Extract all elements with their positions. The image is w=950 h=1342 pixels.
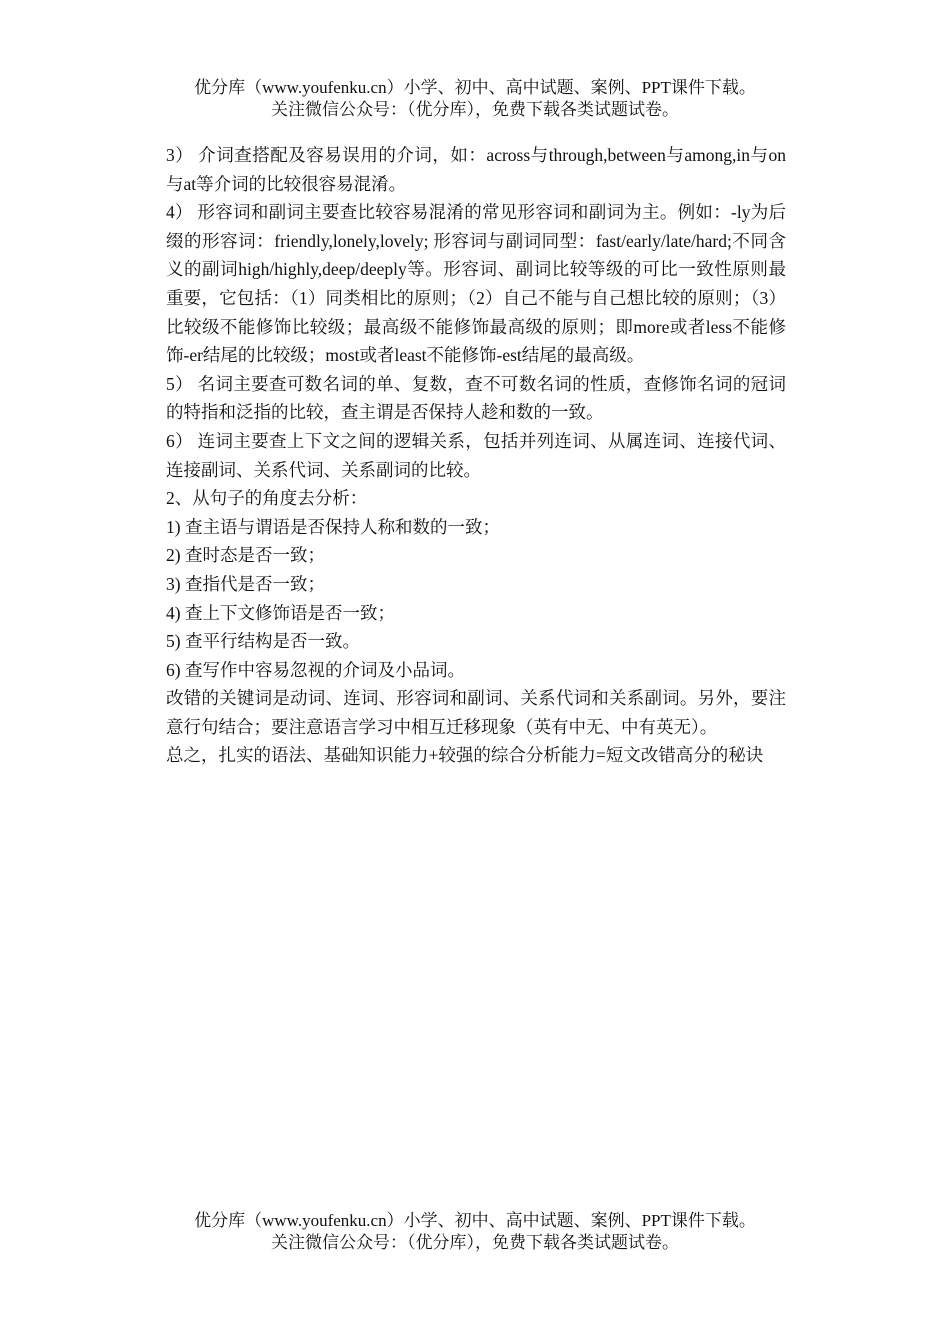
paragraph-keywords: 改错的关键词是动词、连词、形容词和副词、关系代词和关系副词。另外，要注意行句结合；要注意语言学习中相互迁移现象（英有中无、中有英无）。 [166, 688, 786, 737]
list-item: 5) 查平行结构是否一致。 [166, 631, 360, 652]
paragraph-nouns: 5） 名词主要查可数名词的单、复数，查不可数名词的性质，查修饰名词的冠词的特指和泛指的比较，查主谓是否保持人趁和数的一致。 [166, 373, 786, 423]
section-heading-sentence: 2、从句子的角度去分析： [166, 488, 368, 509]
paragraph-adjectives-adverbs: 4） 形容词和副词主要查比较容易混淆的常见形容词和副词为主。例如：-ly为后缀的形容词：friendly,lonely,lovely; 形容词与副词同型：fast/early/late/hard;不同含义的副词high/highly,deep/deeply等。形容词、副词比较等级的可比一致性原则最重要，它包括：（1）同类相比的原则；（2）自己不能与自己想比较的原则；（3）比较级不能修饰比较级；最高级不能修饰最高级的原则；即more或者less不能修饰-er结尾的比较级；most或者least不能修饰-est结尾的最高级。 [166, 202, 786, 366]
list-item: 3) 查指代是否一致； [166, 573, 325, 594]
page-header [0, 77, 950, 121]
paragraph-summary: 总之，扎实的语法、基础知识能力+较强的综合分析能力=短文改错高分的秘诀 [166, 745, 764, 766]
list-item: 4) 查上下文修饰语是否一致； [166, 602, 395, 623]
paragraph-prepositions: 3） 介词查搭配及容易误用的介词，如：across与through,between与among,in与on与at等介词的比较很容易混淆。 [166, 145, 786, 194]
list-item: 2) 查时态是否一致； [166, 545, 325, 566]
list-item: 1) 查主语与谓语是否保持人称和数的一致； [166, 516, 500, 537]
header-line-2: 关注微信公众号：（优分库），免费下载各类试题试卷。 [271, 100, 679, 119]
footer-line-1: 优分库（www.youfenku.cn）小学、初中、高中试题、案例、PPT课件下载。 [194, 1211, 756, 1230]
document-body [166, 141, 786, 770]
paragraph-conjunctions: 6） 连词主要查上下文之间的逻辑关系，包括并列连词、从属连词、连接代词、连接副词、关系代词、关系副词的比较。 [166, 430, 786, 480]
page-footer [0, 1210, 950, 1254]
footer-line-2: 关注微信公众号：（优分库），免费下载各类试题试卷。 [271, 1233, 679, 1252]
list-item: 6) 查写作中容易忽视的介词及小品词。 [166, 659, 465, 680]
header-line-1: 优分库（www.youfenku.cn）小学、初中、高中试题、案例、PPT课件下载。 [194, 78, 756, 97]
